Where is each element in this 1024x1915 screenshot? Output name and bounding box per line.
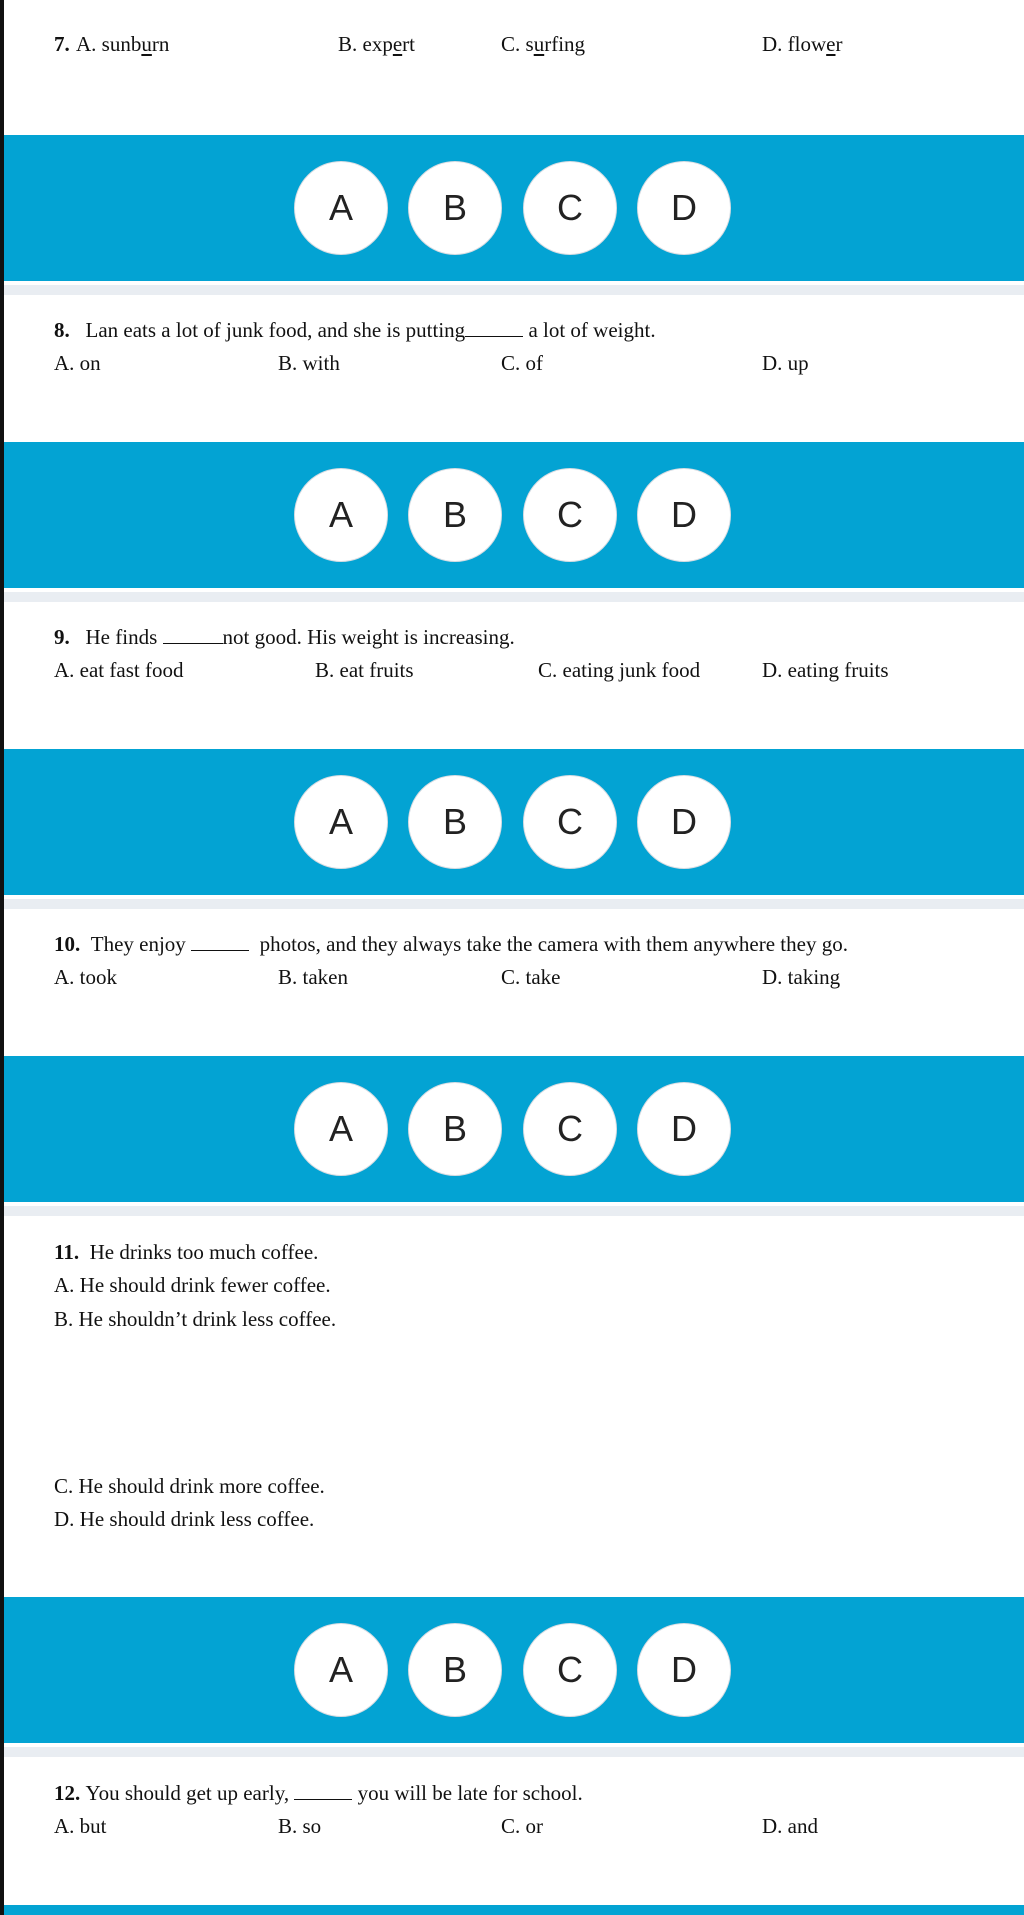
option-c: C. or — [501, 1814, 543, 1838]
answer-bar-9 — [4, 749, 1024, 895]
answer-d-button[interactable]: D — [637, 468, 731, 562]
option-b: B. He shouldn’t drink less coffee. — [54, 1307, 337, 1331]
question-7 — [54, 31, 70, 57]
question-stem: He finds — [85, 625, 163, 649]
question-number: 12. — [54, 1781, 81, 1805]
answer-blank — [163, 627, 223, 644]
answer-a-button[interactable]: A — [294, 468, 388, 562]
answer-bar-12 — [4, 1905, 1024, 1915]
answer-c-button[interactable]: C — [523, 468, 617, 562]
answer-blank — [191, 934, 249, 951]
option-d: D. flower — [762, 32, 843, 56]
question-stem: Lan eats a lot of junk food, and she is putting — [85, 318, 466, 342]
answer-d-button[interactable]: D — [637, 161, 731, 255]
option-c: C. of — [501, 351, 543, 375]
answer-b-button[interactable]: B — [408, 468, 502, 562]
question-number: 10. — [54, 932, 81, 956]
answer-a-button[interactable]: A — [294, 1623, 388, 1717]
option-d: D. He should drink less coffee. — [54, 1507, 315, 1531]
question-12: 12. You should get up early, you will be late for school. — [54, 1781, 583, 1805]
answer-b-button[interactable]: B — [408, 1623, 502, 1717]
option-d: D. up — [762, 351, 809, 375]
answer-a-button[interactable]: A — [294, 775, 388, 869]
question-9: 9. He finds not good. His weight is increasing. — [54, 625, 515, 649]
option-d: D. taking — [762, 965, 841, 989]
answer-bar-11 — [4, 1597, 1024, 1743]
question-number: 9. — [54, 625, 70, 649]
option-d: D. eating fruits — [762, 658, 889, 682]
option-c: C. take — [501, 965, 561, 989]
question-stem: They enjoy — [90, 932, 192, 956]
answer-d-button[interactable]: D — [637, 1082, 731, 1176]
answer-a-button[interactable]: A — [294, 161, 388, 255]
question-number: 7. — [54, 32, 70, 56]
answer-b-button[interactable]: B — [408, 161, 502, 255]
answer-bar-8 — [4, 442, 1024, 588]
option-b: B. eat fruits — [315, 658, 414, 682]
answer-d-button[interactable]: D — [637, 1623, 731, 1717]
answer-blank — [465, 320, 523, 337]
question-8: 8. Lan eats a lot of junk food, and she is putting a lot of weight. — [54, 318, 656, 342]
answer-b-button[interactable]: B — [408, 775, 502, 869]
option-a: A. took — [54, 965, 117, 989]
answer-d-button[interactable]: D — [637, 775, 731, 869]
option-a: A. sunburn — [76, 32, 170, 56]
option-c: C. eating junk food — [538, 658, 701, 682]
option-d: D. and — [762, 1814, 818, 1838]
option-a: A. but — [54, 1814, 107, 1838]
option-a: A. eat fast food — [54, 658, 184, 682]
question-11 — [54, 1239, 318, 1265]
option-c: C. He should drink more coffee. — [54, 1474, 325, 1498]
question-10: 10. They enjoy photos, and they always take the camera with them anywhere they go. — [54, 932, 848, 956]
answer-c-button[interactable]: C — [523, 775, 617, 869]
answer-a-button[interactable]: A — [294, 1082, 388, 1176]
option-c: C. surfing — [501, 32, 586, 56]
question-stem: He drinks too much coffee. — [89, 1240, 319, 1264]
question-number: 11. — [54, 1240, 80, 1264]
answer-c-button[interactable]: C — [523, 161, 617, 255]
answer-bar-10 — [4, 1056, 1024, 1202]
answer-b-button[interactable]: B — [408, 1082, 502, 1176]
answer-blank — [294, 1783, 352, 1800]
option-b: B. so — [278, 1814, 322, 1838]
question-number: 8. — [54, 318, 70, 342]
question-stem: You should get up early, — [85, 1781, 295, 1805]
option-b: B. with — [278, 351, 340, 375]
option-b: B. taken — [278, 965, 348, 989]
option-a: A. on — [54, 351, 101, 375]
answer-c-button[interactable]: C — [523, 1623, 617, 1717]
option-b: B. expert — [338, 32, 415, 56]
answer-bar-7 — [4, 135, 1024, 281]
option-a: A. He should drink fewer coffee. — [54, 1273, 331, 1297]
answer-c-button[interactable]: C — [523, 1082, 617, 1176]
